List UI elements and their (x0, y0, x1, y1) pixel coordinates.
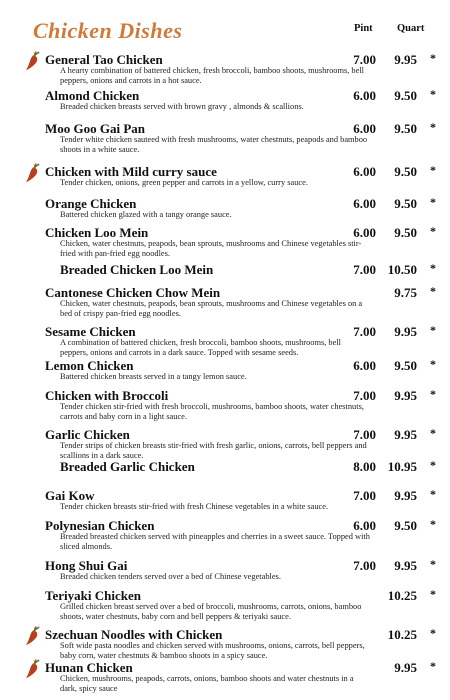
quart-price: 9.50 (394, 164, 417, 179)
pint-column-header: Pint (354, 23, 373, 34)
quart-price: 9.50 (394, 358, 417, 373)
asterisk-mark: * (430, 517, 436, 531)
menu-item-description: Soft wide pasta noodles and chicken served with mushrooms, onions, carrots, bell peppers, baby corn, water chestnuts & bamboo shoots in a spicy sauce. (60, 641, 365, 660)
asterisk-mark: * (430, 323, 436, 337)
asterisk-mark: * (430, 626, 436, 640)
menu-item-description: Chicken, mushrooms, peapods, carrots, onions, bamboo shoots and water chestnuts in a dark, spicy sauce (60, 674, 354, 693)
quart-price: 9.50 (394, 225, 417, 240)
menu-item-description: Tender white chicken sauteed with fresh mushrooms, water chestnuts, peapods and bamboo shoots in a white sauce. (60, 135, 368, 154)
pint-price: 7.00 (353, 324, 376, 339)
menu-item-name: Chicken with Broccoli (45, 388, 169, 403)
menu-item-description: Breaded chicken tenders served over a bed of Chinese vegetables. (60, 572, 281, 581)
quart-price: 10.50 (387, 262, 417, 277)
menu-item-name: Gai Kow (45, 488, 95, 503)
hot-pepper-icon (24, 49, 42, 71)
pint-price: 6.00 (353, 164, 376, 179)
menu-item-name: Breaded Chicken Loo Mein (60, 262, 214, 277)
asterisk-mark: * (430, 458, 436, 472)
menu-item-name: Cantonese Chicken Chow Mein (45, 285, 221, 300)
menu-item-description: Tender chicken, onions, green pepper and carrots in a yellow, curry sauce. (60, 178, 308, 187)
menu-item-name: Breaded Garlic Chicken (60, 459, 195, 474)
asterisk-mark: * (430, 195, 436, 209)
quart-price: 9.95 (394, 388, 417, 403)
asterisk-mark: * (430, 261, 436, 275)
quart-price: 9.95 (394, 427, 417, 442)
menu-item-name: Moo Goo Gai Pan (45, 121, 146, 136)
pint-price: 7.00 (353, 427, 376, 442)
menu-item-name: Almond Chicken (45, 88, 140, 103)
quart-column-header: Quart (397, 23, 425, 34)
asterisk-mark: * (430, 357, 436, 371)
menu-item-description: A combination of battered chicken, fresh broccoli, bamboo shoots, mushrooms, bell peppers, onions and carrots in a dark sauce. Topped with sesame seeds. (60, 338, 341, 357)
pint-price: 8.00 (353, 459, 376, 474)
hot-pepper-icon (24, 657, 42, 679)
menu-item-description: Battered chicken glazed with a tangy orange sauce. (60, 210, 232, 219)
asterisk-mark: * (430, 284, 436, 298)
menu-item-description: A hearty combination of battered chicken, fresh broccoli, bamboo shoots, mushrooms, bell peppers, onions and carrots in a hot sauce. (60, 66, 364, 85)
pint-price: 6.00 (353, 518, 376, 533)
menu-item-name: Garlic Chicken (45, 427, 130, 442)
pint-price: 6.00 (353, 121, 376, 136)
pint-price: 7.00 (353, 52, 376, 67)
quart-price: 9.95 (394, 52, 417, 67)
menu-item-description: Chicken, water chestnuts, peapods, bean sprouts, mushrooms and Chinese vegetables on a bed of crispy pan-fried egg noodles. (60, 299, 363, 318)
menu-item-description: Grilled chicken breast served over a bed of broccoli, mushrooms, carrots, onions, bamboo shoots, water chestnuts, baby corn and bell peppers & teriyaki sauce. (60, 602, 362, 621)
menu-item-name: Hunan Chicken (45, 660, 133, 675)
asterisk-mark: * (430, 120, 436, 134)
menu-item-description: Tender strips of chicken breasts stir-fried with fresh garlic, onions, carrots, bell peppers and scallions in a dark sauce. (60, 441, 367, 460)
quart-price: 9.50 (394, 196, 417, 211)
menu-item-name: Chicken with Mild curry sauce (45, 164, 217, 179)
pint-price: 6.00 (353, 225, 376, 240)
quart-price: 9.50 (394, 88, 417, 103)
asterisk-mark: * (430, 587, 436, 601)
quart-price: 9.95 (394, 660, 417, 675)
menu-item-name: Teriyaki Chicken (45, 588, 141, 603)
asterisk-mark: * (430, 426, 436, 440)
menu-item-name: Orange Chicken (45, 196, 137, 211)
menu-item-name: Sesame Chicken (45, 324, 136, 339)
pint-price: 6.00 (353, 358, 376, 373)
asterisk-mark: * (430, 659, 436, 673)
menu-item-description: Chicken, water chestnuts, peapods, bean sprouts, mushrooms and Chinese vegetables stir-fried with pan-fried egg noodles. (60, 239, 362, 258)
hot-pepper-icon (24, 161, 42, 183)
menu-item-name: Hong Shui Gai (45, 558, 128, 573)
asterisk-mark: * (430, 487, 436, 501)
asterisk-mark: * (430, 51, 436, 65)
asterisk-mark: * (430, 87, 436, 101)
pint-price: 7.00 (353, 558, 376, 573)
menu-item-name: Chicken Loo Mein (45, 225, 149, 240)
hot-pepper-icon (24, 624, 42, 646)
pint-price: 7.00 (353, 388, 376, 403)
menu-item-name: Szechuan Noodles with Chicken (45, 627, 223, 642)
pint-price: 7.00 (353, 262, 376, 277)
menu-item-name: Lemon Chicken (45, 358, 134, 373)
quart-price: 10.25 (387, 588, 417, 603)
pint-price: 7.00 (353, 488, 376, 503)
asterisk-mark: * (430, 163, 436, 177)
page-title: Chicken Dishes (33, 18, 183, 43)
menu-item-description: Battered chicken breasts served in a tangy lemon sauce. (60, 372, 247, 381)
quart-price: 9.50 (394, 121, 417, 136)
menu-item-description: Tender chicken stir-fried with fresh broccoli, mushrooms, bamboo shoots, water chestnuts, carrots and baby corn in a light sauce. (60, 402, 364, 421)
menu-item-name: Polynesian Chicken (45, 518, 155, 533)
pint-price: 6.00 (353, 196, 376, 211)
quart-price: 9.50 (394, 518, 417, 533)
quart-price: 9.95 (394, 324, 417, 339)
asterisk-mark: * (430, 557, 436, 571)
menu-item-description: Breaded chicken breasts served with brown gravy , almonds & scallions. (60, 102, 304, 111)
asterisk-mark: * (430, 387, 436, 401)
menu-item-description: Tender chicken breasts stir-fried with fresh Chinese vegetables in a white sauce. (60, 502, 329, 511)
quart-price: 10.25 (387, 627, 417, 642)
quart-price: 9.75 (394, 285, 417, 300)
menu-item-description: Breaded breasted chicken served with pineapples and cherries in a sweet sauce. Topped with sliced almonds. (60, 532, 370, 551)
quart-price: 10.95 (387, 459, 417, 474)
menu-item-name: General Tao Chicken (45, 52, 163, 67)
asterisk-mark: * (430, 224, 436, 238)
quart-price: 9.95 (394, 488, 417, 503)
pint-price: 6.00 (353, 88, 376, 103)
quart-price: 9.95 (394, 558, 417, 573)
